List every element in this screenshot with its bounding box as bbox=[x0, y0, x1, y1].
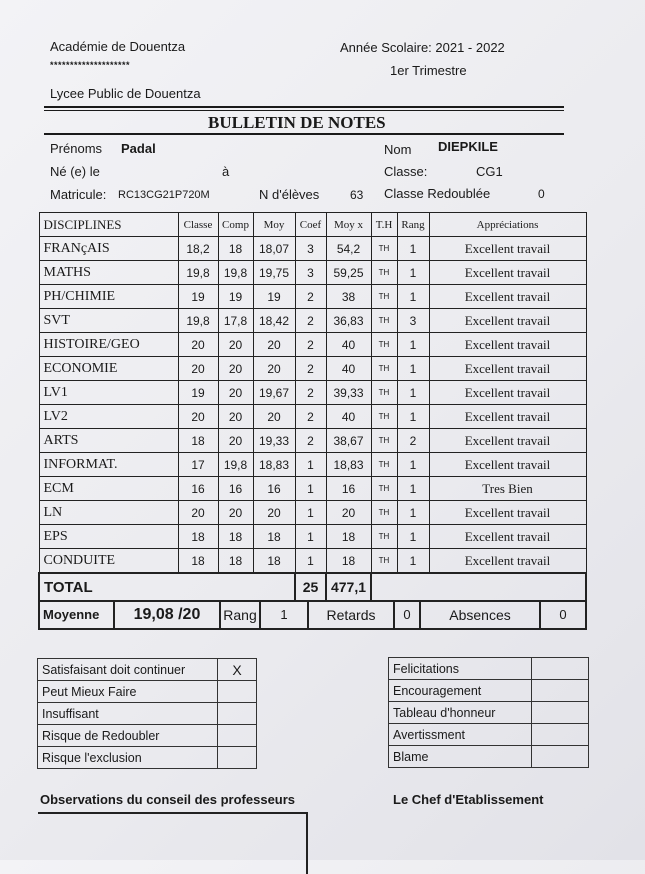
cell-classe: 20 bbox=[178, 333, 218, 357]
decision-label: Encouragement bbox=[389, 680, 532, 702]
cell-subject: EPS bbox=[39, 525, 178, 549]
cell-coef: 3 bbox=[295, 237, 326, 261]
decision-label: Risque l'exclusion bbox=[38, 747, 218, 769]
academy-label: Académie de Douentza bbox=[50, 39, 186, 54]
decision-label: Avertissment bbox=[389, 724, 532, 746]
decision-row bbox=[389, 680, 589, 702]
cell-comp: 20 bbox=[218, 429, 253, 453]
rang-label: Rang bbox=[221, 602, 261, 628]
grades-table bbox=[38, 212, 587, 630]
lycee-name: Lycee Public de Douentza bbox=[50, 86, 201, 101]
decision-mark bbox=[532, 658, 589, 680]
decision-label: Peut Mieux Faire bbox=[38, 681, 218, 703]
cell-th: TH bbox=[371, 501, 397, 525]
classe-label: Classe: bbox=[384, 164, 428, 179]
cell-app: Excellent travail bbox=[429, 429, 586, 453]
table-row bbox=[39, 525, 586, 549]
cell-classe: 19,8 bbox=[178, 309, 218, 333]
decision-row bbox=[38, 703, 257, 725]
cell-moy: 18,83 bbox=[253, 453, 295, 477]
classe-value: CG1 bbox=[476, 164, 503, 179]
cell-app: Excellent travail bbox=[429, 357, 586, 381]
cell-app: Excellent travail bbox=[429, 381, 586, 405]
decision-mark bbox=[218, 681, 257, 703]
observations-box bbox=[38, 812, 308, 874]
cell-comp: 19,8 bbox=[218, 261, 253, 285]
col-header-th: T.H bbox=[371, 213, 397, 237]
cell-moy: 18,42 bbox=[253, 309, 295, 333]
cell-rang: 1 bbox=[397, 285, 429, 309]
cell-coef: 1 bbox=[295, 525, 326, 549]
cell-subject: ECM bbox=[39, 477, 178, 501]
cell-moy: 18 bbox=[253, 549, 295, 574]
cell-comp: 19 bbox=[218, 285, 253, 309]
col-header-moyx: Moy x bbox=[326, 213, 371, 237]
decision-left-table bbox=[37, 658, 257, 769]
cell-comp: 20 bbox=[218, 381, 253, 405]
cell-moy: 18,07 bbox=[253, 237, 295, 261]
cell-coef: 2 bbox=[295, 285, 326, 309]
table-row bbox=[39, 477, 586, 501]
decision-label: Risque de Redoubler bbox=[38, 725, 218, 747]
col-header-rang: Rang bbox=[397, 213, 429, 237]
decision-label: Felicitations bbox=[389, 658, 532, 680]
n-eleves-label: N d'élèves bbox=[259, 187, 320, 202]
cell-classe: 18 bbox=[178, 549, 218, 574]
cell-comp: 16 bbox=[218, 477, 253, 501]
col-header-coef: Coef bbox=[295, 213, 326, 237]
decision-label: Blame bbox=[389, 746, 532, 768]
table-row bbox=[39, 333, 586, 357]
cell-subject: LV1 bbox=[39, 381, 178, 405]
cell-rang: 1 bbox=[397, 525, 429, 549]
cell-moy: 19,33 bbox=[253, 429, 295, 453]
a-label: à bbox=[222, 164, 230, 179]
decision-row bbox=[389, 746, 589, 768]
cell-subject: PH/CHIMIE bbox=[39, 285, 178, 309]
cell-moyx: 36,83 bbox=[326, 309, 371, 333]
cell-app: Excellent travail bbox=[429, 549, 586, 574]
decision-mark bbox=[532, 680, 589, 702]
cell-coef: 2 bbox=[295, 381, 326, 405]
table-row bbox=[39, 429, 586, 453]
total-coef: 25 bbox=[295, 573, 326, 601]
cell-coef: 2 bbox=[295, 429, 326, 453]
retards-value: 0 bbox=[395, 602, 421, 628]
table-row bbox=[39, 237, 586, 261]
chef-label: Le Chef d'Etablissement bbox=[393, 792, 544, 807]
decision-row bbox=[38, 659, 257, 681]
school-year: Année Scolaire: 2021 - 2022 bbox=[340, 40, 505, 55]
cell-moy: 20 bbox=[253, 357, 295, 381]
cell-app: Excellent travail bbox=[429, 285, 586, 309]
ne-label: Né (e) le bbox=[50, 164, 100, 179]
cell-th: TH bbox=[371, 357, 397, 381]
cell-subject: SVT bbox=[39, 309, 178, 333]
cell-rang: 1 bbox=[397, 357, 429, 381]
table-row bbox=[39, 453, 586, 477]
cell-moy: 19 bbox=[253, 285, 295, 309]
col-header-disciplines: DISCIPLINES bbox=[39, 213, 178, 237]
table-row bbox=[39, 309, 586, 333]
cell-coef: 1 bbox=[295, 477, 326, 501]
cell-th: TH bbox=[371, 405, 397, 429]
cell-rang: 1 bbox=[397, 333, 429, 357]
decision-mark bbox=[532, 702, 589, 724]
cell-th: TH bbox=[371, 549, 397, 574]
cell-app: Excellent travail bbox=[429, 309, 586, 333]
cell-comp: 18 bbox=[218, 549, 253, 574]
moyenne-value: 19,08 /20 bbox=[115, 602, 221, 628]
cell-subject: FRANçAIS bbox=[39, 237, 178, 261]
cell-rang: 1 bbox=[397, 405, 429, 429]
cell-comp: 17,8 bbox=[218, 309, 253, 333]
cell-coef: 1 bbox=[295, 453, 326, 477]
cell-coef: 3 bbox=[295, 261, 326, 285]
cell-th: TH bbox=[371, 477, 397, 501]
table-row bbox=[39, 357, 586, 381]
cell-rang: 1 bbox=[397, 381, 429, 405]
trimester: 1er Trimestre bbox=[390, 63, 467, 78]
cell-classe: 18 bbox=[178, 429, 218, 453]
decision-row bbox=[389, 702, 589, 724]
decision-label: Insuffisant bbox=[38, 703, 218, 725]
cell-coef: 1 bbox=[295, 549, 326, 574]
cell-th: TH bbox=[371, 309, 397, 333]
cell-rang: 1 bbox=[397, 237, 429, 261]
cell-moyx: 40 bbox=[326, 405, 371, 429]
cell-rang: 1 bbox=[397, 453, 429, 477]
decision-label: Tableau d'honneur bbox=[389, 702, 532, 724]
col-header-classe: Classe bbox=[178, 213, 218, 237]
cell-th: TH bbox=[371, 453, 397, 477]
cell-app: Excellent travail bbox=[429, 405, 586, 429]
cell-classe: 17 bbox=[178, 453, 218, 477]
cell-coef: 2 bbox=[295, 357, 326, 381]
cell-app: Excellent travail bbox=[429, 261, 586, 285]
cell-rang: 1 bbox=[397, 261, 429, 285]
total-row bbox=[39, 573, 586, 601]
cell-moy: 19,67 bbox=[253, 381, 295, 405]
cell-subject: HISTOIRE/GEO bbox=[39, 333, 178, 357]
moyenne-label: Moyenne bbox=[40, 602, 115, 628]
table-row bbox=[39, 261, 586, 285]
cell-comp: 20 bbox=[218, 405, 253, 429]
decision-right-table bbox=[388, 657, 589, 768]
cell-classe: 20 bbox=[178, 501, 218, 525]
table-row bbox=[39, 405, 586, 429]
decision-row bbox=[389, 658, 589, 680]
cell-moyx: 38 bbox=[326, 285, 371, 309]
cell-subject: ARTS bbox=[39, 429, 178, 453]
redoublee-value: 0 bbox=[538, 187, 545, 201]
cell-coef: 1 bbox=[295, 501, 326, 525]
retards-label: Retards bbox=[309, 602, 395, 628]
decision-mark bbox=[218, 703, 257, 725]
cell-moyx: 18 bbox=[326, 549, 371, 574]
table-row bbox=[39, 501, 586, 525]
moyenne-row bbox=[39, 601, 586, 629]
table-row bbox=[39, 285, 586, 309]
cell-moyx: 40 bbox=[326, 357, 371, 381]
cell-th: TH bbox=[371, 525, 397, 549]
cell-coef: 2 bbox=[295, 309, 326, 333]
cell-classe: 18 bbox=[178, 525, 218, 549]
cell-rang: 1 bbox=[397, 501, 429, 525]
cell-app: Excellent travail bbox=[429, 453, 586, 477]
cell-classe: 20 bbox=[178, 357, 218, 381]
cell-classe: 20 bbox=[178, 405, 218, 429]
decision-mark: X bbox=[218, 659, 257, 681]
decision-row bbox=[38, 725, 257, 747]
prenoms-value: Padal bbox=[121, 141, 156, 156]
cell-moyx: 18,83 bbox=[326, 453, 371, 477]
title-rule bbox=[44, 133, 564, 135]
dots-line: ******************** bbox=[50, 60, 131, 70]
col-header-comp: Comp bbox=[218, 213, 253, 237]
total-empty bbox=[371, 573, 586, 601]
cell-th: TH bbox=[371, 429, 397, 453]
cell-th: TH bbox=[371, 237, 397, 261]
cell-subject: CONDUITE bbox=[39, 549, 178, 574]
cell-classe: 16 bbox=[178, 477, 218, 501]
cell-comp: 20 bbox=[218, 357, 253, 381]
nom-label: Nom bbox=[384, 142, 412, 157]
total-moyx: 477,1 bbox=[326, 573, 371, 601]
cell-comp: 20 bbox=[218, 501, 253, 525]
cell-app: Excellent travail bbox=[429, 333, 586, 357]
cell-moyx: 18 bbox=[326, 525, 371, 549]
decision-row bbox=[38, 681, 257, 703]
cell-moyx: 16 bbox=[326, 477, 371, 501]
cell-comp: 18 bbox=[218, 237, 253, 261]
cell-moy: 19,75 bbox=[253, 261, 295, 285]
cell-rang: 2 bbox=[397, 429, 429, 453]
cell-comp: 18 bbox=[218, 525, 253, 549]
cell-moy: 20 bbox=[253, 501, 295, 525]
observations-label: Observations du conseil des professeurs bbox=[40, 792, 296, 807]
cell-comp: 19,8 bbox=[218, 453, 253, 477]
cell-coef: 2 bbox=[295, 405, 326, 429]
decision-row bbox=[389, 724, 589, 746]
top-rule-thin bbox=[44, 110, 564, 111]
cell-moyx: 38,67 bbox=[326, 429, 371, 453]
cell-app: Excellent travail bbox=[429, 525, 586, 549]
cell-th: TH bbox=[371, 381, 397, 405]
cell-classe: 19 bbox=[178, 381, 218, 405]
cell-subject: LN bbox=[39, 501, 178, 525]
cell-classe: 19,8 bbox=[178, 261, 218, 285]
cell-coef: 2 bbox=[295, 333, 326, 357]
absences-value: 0 bbox=[559, 607, 567, 622]
cell-moyx: 54,2 bbox=[326, 237, 371, 261]
decision-mark bbox=[218, 747, 257, 769]
page-title: BULLETIN DE NOTES bbox=[208, 113, 386, 132]
top-rule bbox=[44, 106, 564, 108]
cell-moyx: 20 bbox=[326, 501, 371, 525]
decision-label: Satisfaisant doit continuer bbox=[38, 659, 218, 681]
prenoms-label: Prénoms bbox=[50, 141, 103, 156]
rang-value: 1 bbox=[261, 602, 309, 628]
col-header-moy: Moy bbox=[253, 213, 295, 237]
cell-subject: INFORMAT. bbox=[39, 453, 178, 477]
table-row bbox=[39, 381, 586, 405]
cell-moyx: 39,33 bbox=[326, 381, 371, 405]
cell-th: TH bbox=[371, 285, 397, 309]
redoublee-label: Classe Redoublée bbox=[384, 186, 491, 201]
table-header-row bbox=[39, 213, 586, 237]
cell-rang: 3 bbox=[397, 309, 429, 333]
n-eleves-value: 63 bbox=[350, 188, 364, 202]
matricule-value: RC13CG21P720M bbox=[118, 189, 210, 201]
cell-th: TH bbox=[371, 333, 397, 357]
decision-mark bbox=[218, 725, 257, 747]
cell-subject: MATHS bbox=[39, 261, 178, 285]
decision-mark bbox=[532, 746, 589, 768]
cell-app: Excellent travail bbox=[429, 501, 586, 525]
cell-moy: 16 bbox=[253, 477, 295, 501]
decision-row bbox=[38, 747, 257, 769]
cell-th: TH bbox=[371, 261, 397, 285]
matricule-label: Matricule: bbox=[50, 187, 107, 202]
cell-moy: 20 bbox=[253, 333, 295, 357]
cell-rang: 1 bbox=[397, 477, 429, 501]
cell-moyx: 59,25 bbox=[326, 261, 371, 285]
cell-moy: 20 bbox=[253, 405, 295, 429]
cell-moyx: 40 bbox=[326, 333, 371, 357]
total-label: TOTAL bbox=[39, 573, 295, 601]
cell-comp: 20 bbox=[218, 333, 253, 357]
cell-classe: 19 bbox=[178, 285, 218, 309]
cell-subject: LV2 bbox=[39, 405, 178, 429]
cell-moy: 18 bbox=[253, 525, 295, 549]
cell-classe: 18,2 bbox=[178, 237, 218, 261]
cell-subject: ECONOMIE bbox=[39, 357, 178, 381]
cell-app: Tres Bien bbox=[429, 477, 586, 501]
decision-mark bbox=[532, 724, 589, 746]
nom-value: DIEPKILE bbox=[438, 139, 498, 154]
cell-rang: 1 bbox=[397, 549, 429, 574]
cell-app: Excellent travail bbox=[429, 237, 586, 261]
absences-label: Absences bbox=[421, 602, 541, 628]
col-header-appreciations: Appréciations bbox=[429, 213, 586, 237]
table-row bbox=[39, 549, 586, 574]
